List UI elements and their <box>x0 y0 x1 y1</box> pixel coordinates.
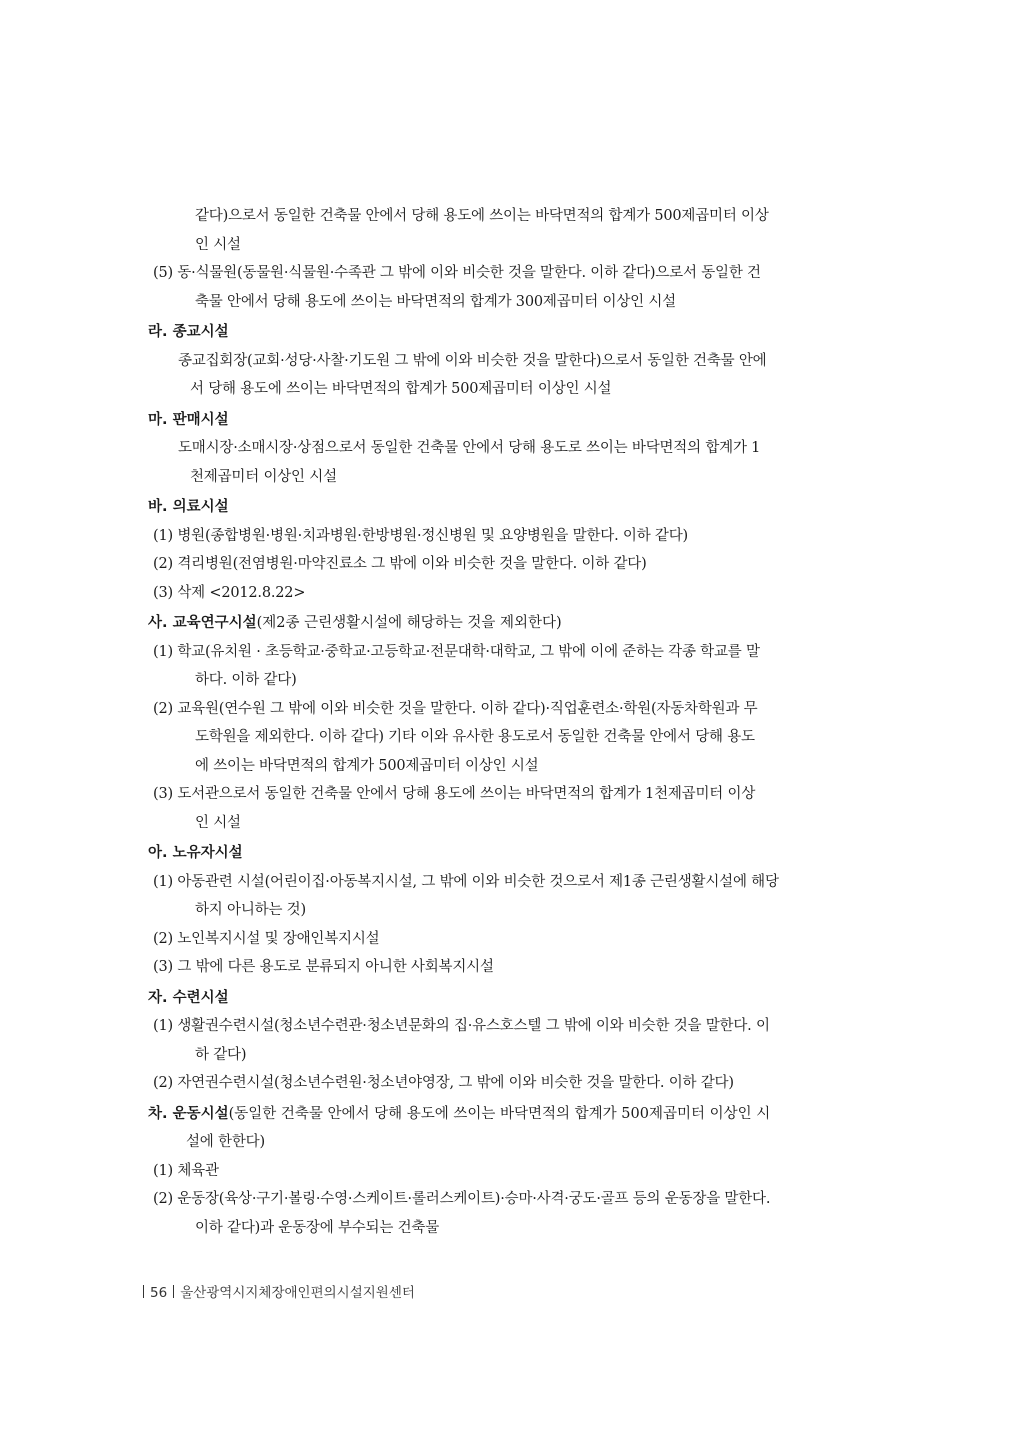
section-body: 도매시장·소매시장·상점으로서 동일한 건축물 안에서 당해 용도로 쓰이는 바닥면적의 합계가 1 <box>178 440 761 456</box>
list-item: (1) 체육관 <box>153 1162 219 1179</box>
section-heading-medical: 바. 의료시설 <box>148 499 229 515</box>
list-item: (2) 노인복지시설 및 장애인복지시설 <box>153 930 380 947</box>
heading-note: (제2종 근린생활시설에 해당하는 것을 제외한다) <box>256 615 562 631</box>
page-number: 56 <box>150 1285 168 1301</box>
list-item-continuation: 하다. 이하 같다) <box>195 672 297 688</box>
list-item: (1) 아동관련 시설(어린이집·아동복지시설, 그 밖에 이와 비슷한 것으로서 제1종 근린생활시설에 해당 <box>153 873 779 890</box>
heading-title: 차. 운동시설 <box>148 1105 229 1122</box>
section-heading-welfare: 아. 노유자시설 <box>148 845 243 861</box>
text-line: 같다)으로서 동일한 건축물 안에서 당해 용도에 쓰이는 바닥면적의 합계가 500제곱미터 이상 <box>195 208 769 224</box>
list-item: (1) 생활권수련시설(청소년수련관·청소년문화의 집·유스호스텔 그 밖에 이와 비슷한 것을 말한다. 이 <box>153 1018 770 1034</box>
list-item: (3) 삭제 <2012.8.22> <box>153 584 306 601</box>
section-heading-training: 자. 수련시설 <box>148 989 229 1006</box>
section-heading-religious: 라. 종교시설 <box>148 324 229 340</box>
heading-note-continuation: 설에 한한다) <box>186 1134 265 1150</box>
footer-divider <box>173 1285 174 1298</box>
list-item: (3) 그 밖에 다른 용도로 분류되지 아니한 사회복지시설 <box>153 959 494 975</box>
page-footer <box>143 1281 415 1301</box>
footer-divider <box>143 1285 144 1298</box>
list-item: (1) 학교(유치원 · 초등학교·중학교·고등학교·전문대학·대학교, 그 밖에 이에 준하는 각종 학교를 말 <box>153 643 760 660</box>
section-body-continuation: 천제곱미터 이상인 시설 <box>190 468 337 485</box>
section-heading-sales: 마. 판매시설 <box>148 411 229 428</box>
list-item-continuation: 도학원을 제외한다. 이하 같다) 기타 이와 유사한 용도로서 동일한 건축물 안에서 당해 용도 <box>195 729 755 745</box>
footer-organization: 울산광역시지체장애인편의시설지원센터 <box>180 1285 415 1301</box>
list-item-continuation: 이하 같다)과 운동장에 부수되는 건축물 <box>195 1219 440 1236</box>
section-body: 종교집회장(교회·성당·사찰·기도원 그 밖에 이와 비슷한 것을 말한다)으로서 동일한 건축물 안에 <box>178 352 767 369</box>
section-body-continuation: 서 당해 용도에 쓰이는 바닥면적의 합계가 500제곱미터 이상인 시설 <box>190 381 612 397</box>
section-heading-education <box>148 609 888 638</box>
list-item: (1) 병원(종합병원·병원·치과병원·한방병원·정신병원 및 요양병원을 말한다. 이하 같다) <box>153 527 688 544</box>
list-item-continuation: 축물 안에서 당해 용도에 쓰이는 바닥면적의 합계가 300제곱미터 이상인 시설 <box>195 293 676 310</box>
list-item: (2) 격리병원(전염병원·마약진료소 그 밖에 이와 비슷한 것을 말한다. 이하 같다) <box>153 556 647 572</box>
list-item-continuation: 하지 아니하는 것) <box>195 902 306 918</box>
list-item: (2) 교육원(연수원 그 밖에 이와 비슷한 것을 말한다. 이하 같다)·직업훈련소·학원(자동차학원과 무 <box>153 700 758 717</box>
list-item-continuation: 인 시설 <box>195 814 241 831</box>
list-item: (3) 도서관으로서 동일한 건축물 안에서 당해 용도에 쓰이는 바닥면적의 합계가 1천제곱미터 이상 <box>153 786 756 802</box>
list-item-continuation: 하 같다) <box>195 1046 247 1063</box>
document-body <box>148 202 888 1242</box>
section-heading-sports <box>148 1100 888 1129</box>
heading-title: 사. 교육연구시설 <box>148 615 257 631</box>
list-item: (5) 동·식물원(동물원·식물원·수족관 그 밖에 이와 비슷한 것을 말한다. 이하 같다)으로서 동일한 건 <box>153 265 761 281</box>
list-item: (2) 자연권수련시설(청소년수련원·청소년야영장, 그 밖에 이와 비슷한 것을 말한다. 이하 같다) <box>153 1075 734 1091</box>
list-item: (2) 운동장(육상·구기·볼링·수영·스케이트·롤러스케이트)·승마·사격·궁도·골프 등의 운동장을 말한다. <box>153 1191 771 1207</box>
heading-note: (동일한 건축물 안에서 당해 용도에 쓰이는 바닥면적의 합계가 500제곱미터 이상인 시 <box>228 1105 771 1122</box>
text-line: 인 시설 <box>195 236 241 253</box>
list-item-continuation: 에 쓰이는 바닥면적의 합계가 500제곱미터 이상인 시설 <box>195 757 539 774</box>
